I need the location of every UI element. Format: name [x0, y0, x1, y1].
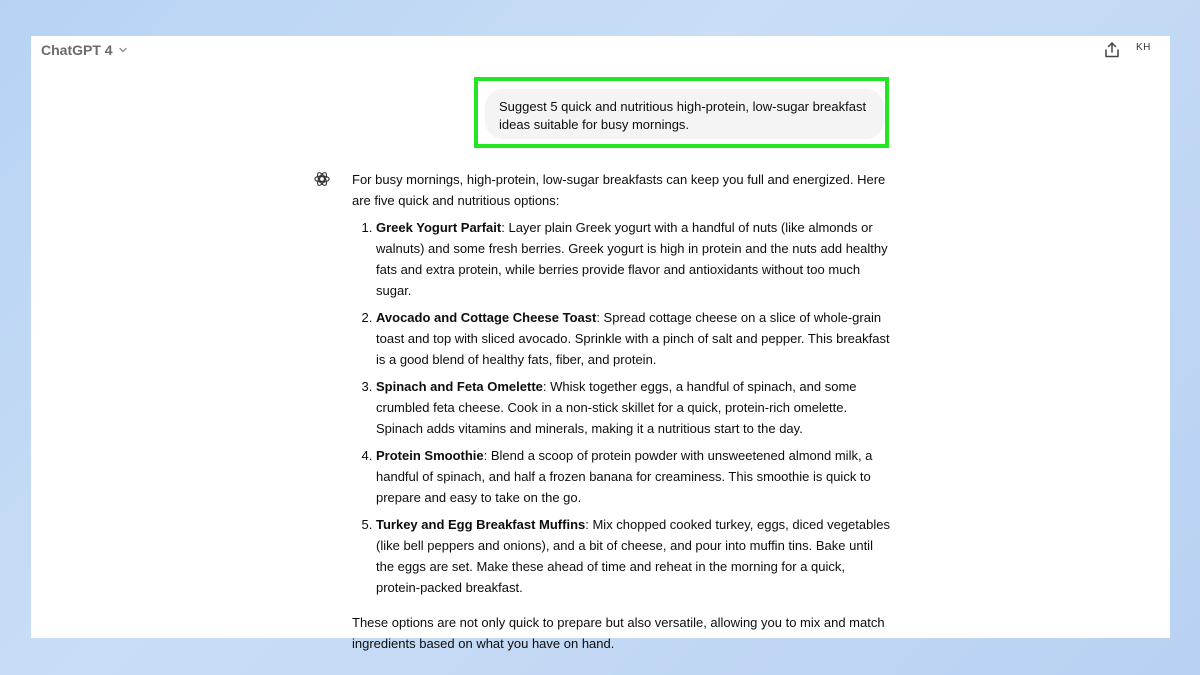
chat-window — [31, 36, 1170, 651]
item-text: : Mix chopped cooked turkey, eggs, diced vegetables (like bell peppers and onions), and a bit of cheese, and pour into muffin tins. Bake until the eggs are set. Make these ahead of time and reheat in the morning for a quick, protein-packed breakfast. — [376, 517, 890, 595]
model-selector[interactable] — [41, 42, 128, 58]
list-item — [376, 445, 892, 508]
user-message-text: Suggest 5 quick and nutritious high-protein, low-sugar breakfast ideas suitable for busy mornings. — [499, 99, 867, 132]
chevron-down-icon — [118, 45, 128, 55]
assistant-closing: These options are not only quick to prepare but also versatile, allowing you to mix and match ingredients based on what you have on hand. — [352, 615, 885, 651]
top-bar — [31, 36, 1170, 64]
assistant-message — [352, 169, 892, 654]
model-label: ChatGPT 4 — [41, 42, 113, 58]
item-title: Spinach and Feta Omelette — [376, 379, 543, 394]
list-item — [376, 514, 892, 598]
highlight-annotation-box — [474, 77, 889, 148]
item-text: : Blend a scoop of protein powder with unsweetened almond milk, a handful of spinach, and half a frozen banana for creaminess. This smoothie is quick to prepare and easy to take on the go. — [376, 448, 873, 505]
openai-logo-icon — [313, 170, 331, 188]
item-text: : Whisk together eggs, a handful of spinach, and some crumbled feta cheese. Cook in a non-stick skillet for a quick, protein-rich omelette. Spinach adds vitamins and minerals, making it a nutritious start to the day. — [376, 379, 857, 436]
list-item — [376, 217, 892, 301]
item-title: Turkey and Egg Breakfast Muffins — [376, 517, 586, 532]
list-item — [376, 307, 892, 370]
list-item — [376, 376, 892, 439]
item-title: Protein Smoothie — [376, 448, 484, 463]
suggestion-list — [352, 217, 892, 598]
share-upload-icon[interactable] — [1103, 41, 1121, 59]
item-title: Avocado and Cottage Cheese Toast — [376, 310, 597, 325]
assistant-intro: For busy mornings, high-protein, low-sugar breakfasts can keep you full and energized. Here are five quick and nutritious options: — [352, 172, 886, 208]
item-title: Greek Yogurt Parfait — [376, 220, 502, 235]
item-text: : Spread cottage cheese on a slice of whole-grain toast and top with sliced avocado. Sprinkle with a pinch of salt and pepper. This breakfast is a good blend of healthy fats, fiber, and protein. — [376, 310, 890, 367]
item-text: : Layer plain Greek yogurt with a handful of nuts (like almonds or walnuts) and some fresh berries. Greek yogurt is high in protein and the nuts add healthy fats and extra protein, while berries provide flavor and antioxidants without too much sugar. — [376, 220, 888, 298]
user-avatar[interactable]: KH — [1136, 42, 1151, 53]
